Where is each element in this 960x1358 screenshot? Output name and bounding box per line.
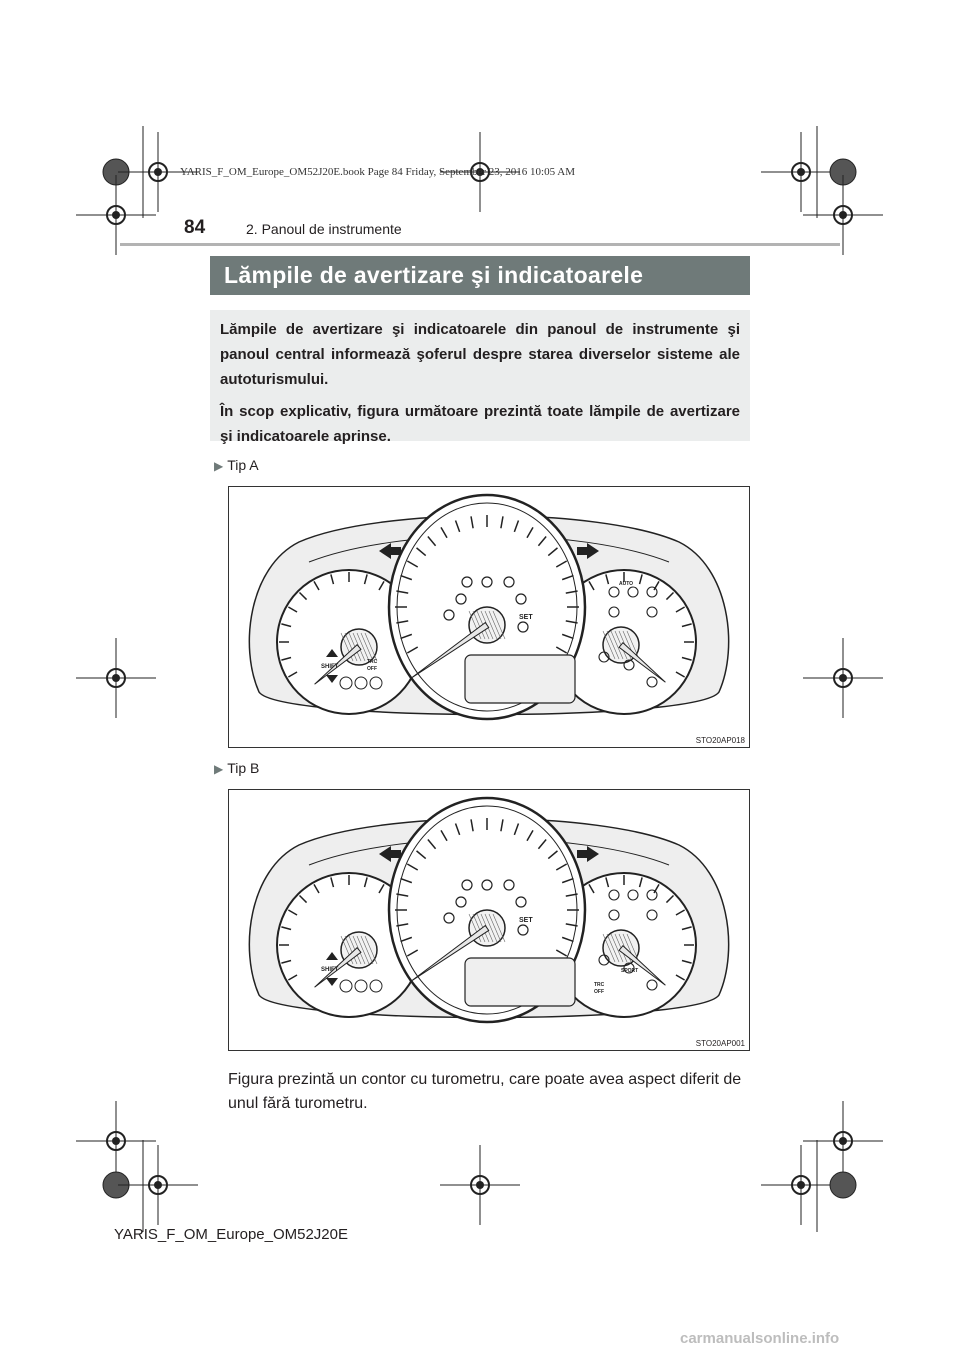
triangle-bullet-icon: ▶: [214, 762, 224, 776]
figure-caption: Figura prezintă un contor cu turometru, care poate avea aspect diferit de unul fără turometru.: [228, 1071, 742, 1112]
intro-paragraph-2: În scop explicativ, figura următoare prezintă toate lămpile de avertizare şi indicatoarele aprinse.: [220, 403, 740, 445]
trc-off-label: OFF: [594, 989, 604, 995]
variant-label-a: [214, 457, 259, 473]
instrument-cluster-type-b: [229, 790, 749, 1050]
section-title: Lămpile de avertizare şi indicatoarele: [210, 256, 750, 295]
variant-a-text: Tip A: [227, 457, 259, 473]
intro-box: [210, 310, 750, 445]
trc-off-label: OFF: [367, 666, 377, 672]
intro-paragraph-1: Lămpile de avertizare şi indicatoarele din panoul de instrumente şi panoul central informează şoferul despre starea diverselor sisteme ale autoturismului.: [220, 321, 740, 388]
header-rule: [120, 243, 840, 246]
trc-label: TRC: [367, 659, 378, 665]
sport-label: SPORT: [621, 968, 639, 974]
figure-code: STO20AP001: [695, 1039, 745, 1048]
lcd-display: [465, 655, 575, 703]
watermark: carmanualsonline.info: [680, 1330, 840, 1347]
shift-label: SHIFT: [321, 967, 339, 973]
set-label: SET: [519, 917, 533, 924]
lcd-display: [465, 958, 575, 1006]
book-header: YARIS_F_OM_Europe_OM52J20E.book Page 84 Friday, September 23, 2016 10:05 AM: [180, 166, 575, 178]
triangle-bullet-icon: ▶: [214, 459, 224, 473]
set-label: SET: [519, 614, 533, 621]
variant-b-text: Tip B: [227, 760, 260, 776]
dashboard-figure-type-b: [228, 789, 750, 1051]
page-number: 84: [184, 217, 206, 238]
trc-label: TRC: [594, 982, 605, 988]
figure-code: STO20AP018: [695, 736, 745, 745]
variant-label-b: [214, 760, 259, 776]
auto-label: AUTO: [619, 581, 634, 587]
instrument-cluster-type-a: [229, 487, 749, 747]
shift-label: SHIFT: [321, 664, 339, 670]
running-head: 2. Panoul de instrumente: [246, 221, 402, 237]
dashboard-figure-type-a: [228, 486, 750, 748]
footer-code: YARIS_F_OM_Europe_OM52J20E: [114, 1226, 349, 1243]
